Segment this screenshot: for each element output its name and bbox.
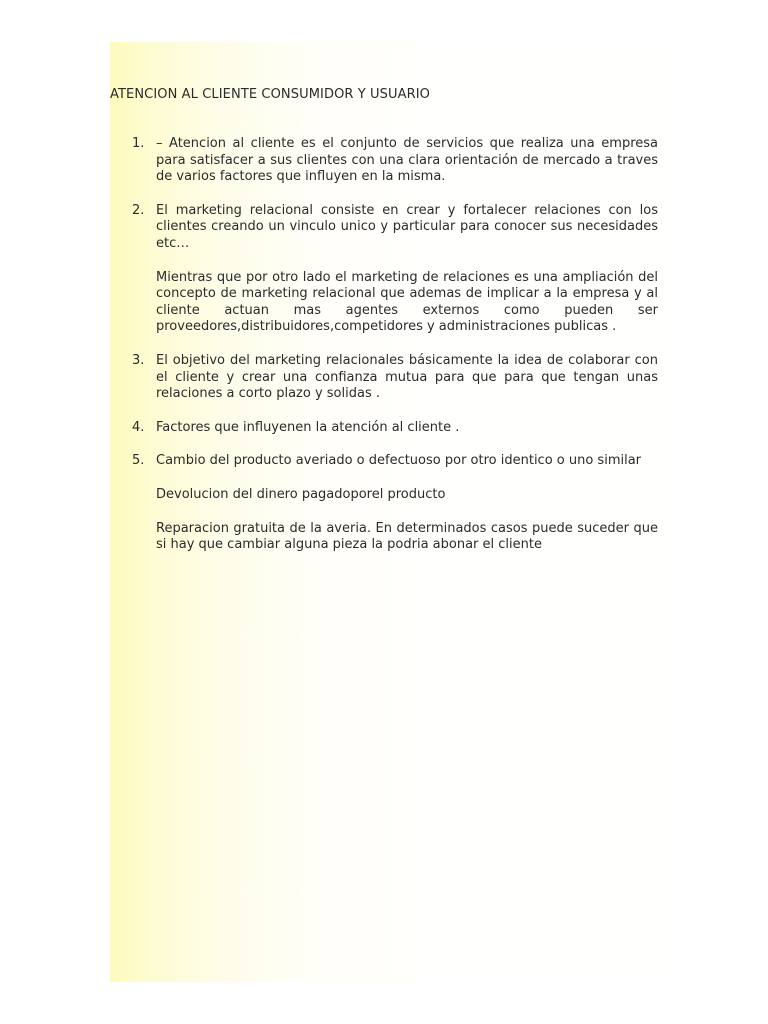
item-number: 2.	[132, 202, 145, 218]
item-paragraph: Devolucion del dinero pagadoporel producto	[156, 486, 446, 502]
item-number: 1.	[132, 136, 145, 151]
item-paragraph: El marketing relacional consiste en crear y fortalecer relaciones con los clientes creando un vinculo unico y particular para conocer sus necesidades etc…	[156, 202, 658, 251]
item-number: 3.	[132, 352, 145, 368]
list-item	[132, 353, 658, 403]
item-body	[156, 136, 658, 186]
list-item	[132, 453, 658, 553]
item-paragraph: El objetivo del marketing relacionales básicamente la idea de colaborar con el cliente y crear una confianza mutua para que para que tengan unas relaciones a corto plazo y solidas .	[156, 352, 658, 402]
item-body	[156, 353, 658, 403]
list-item	[132, 203, 658, 336]
document-title: ATENCION AL CLIENTE CONSUMIDOR Y USUARIO	[110, 87, 431, 102]
item-paragraph: Factores que influyenen la atención al cliente .	[156, 419, 460, 435]
item-body	[156, 420, 658, 437]
item-number: 4.	[132, 419, 145, 435]
item-paragraph: – Atencion al cliente es el conjunto de servicios que realiza una empresa para satisfacer a sus clientes con una clara orientación de mercado a traves de varios factores que influyen en la misma.	[156, 136, 658, 185]
item-body	[156, 203, 658, 336]
item-paragraph: Cambio del producto averiado o defectuoso por otro identico o uno similar	[156, 453, 642, 469]
item-body	[156, 453, 658, 553]
list-item	[132, 136, 658, 186]
item-paragraph: Mientras que por otro lado el marketing de relaciones es una ampliación del concepto de marketing relacional que ademas de implicar a la empresa y al cliente actuan mas agentes externos como pueden ser proveedores,distribuidores,competidores y administraciones publicas .	[156, 269, 658, 335]
item-paragraph: Reparacion gratuita de la averia. En determinados casos puede suceder que si hay que cambiar alguna pieza la podria abonar el cliente	[156, 520, 658, 553]
item-number: 5.	[132, 453, 145, 469]
numbered-list	[132, 136, 658, 571]
list-item	[132, 420, 658, 437]
